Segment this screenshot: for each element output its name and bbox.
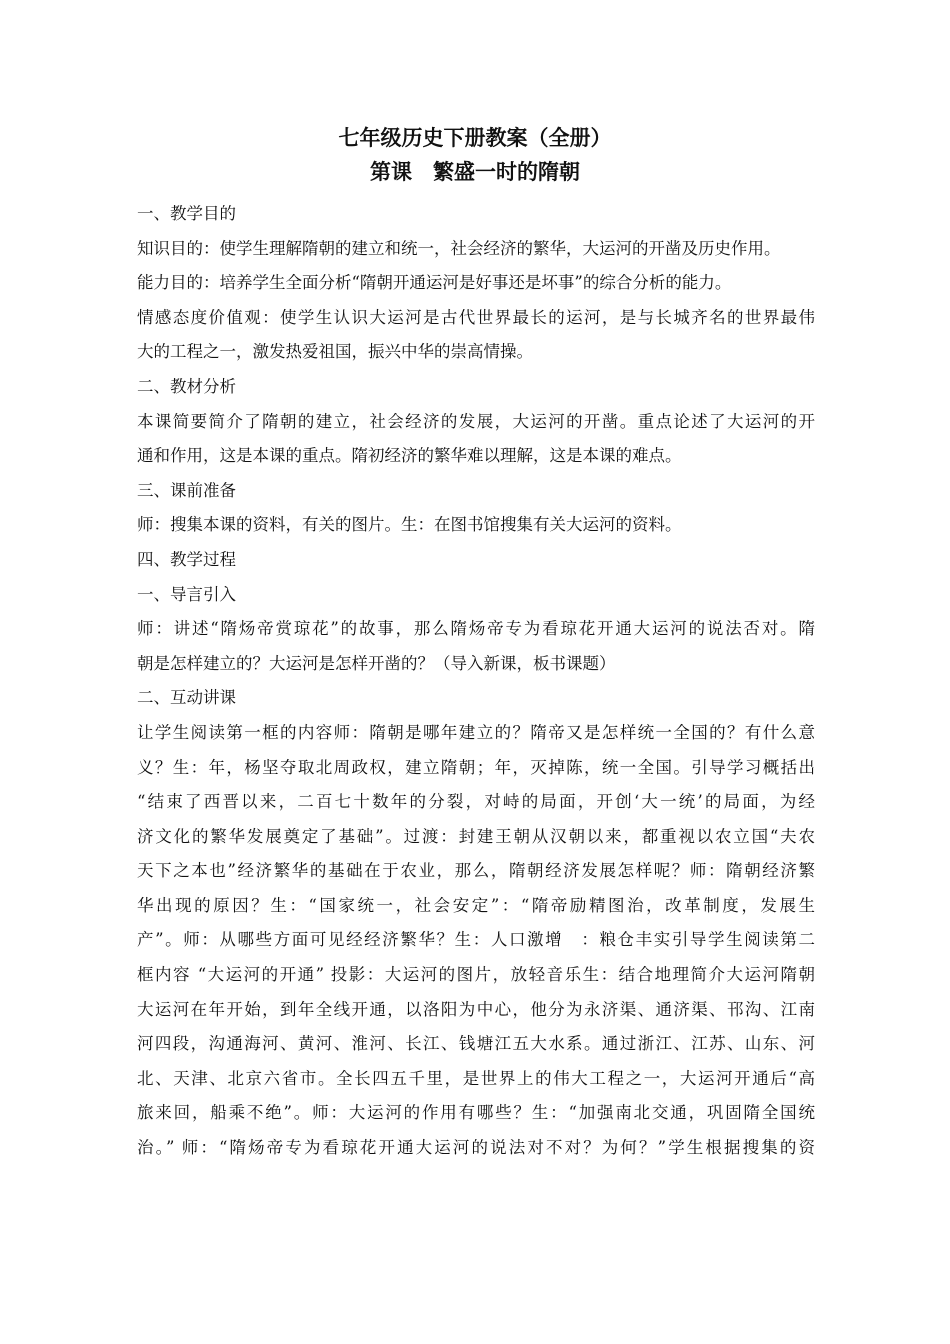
text-line: 二、互动讲课 bbox=[137, 688, 236, 708]
text-line: 北、天津、北京六省市。全长四五千里，是世界上的伟大工程之一，大运河开通后“高 bbox=[137, 1068, 815, 1088]
text-line: 师：讲述“隋炀帝赏琼花”的故事，那么隋炀帝专为看琼花开通大运河的说法否对。隋 bbox=[137, 619, 815, 639]
text-line: 产”。师：从哪些方面可见经经济繁华？生：人口激增 ：粮仓丰实引导学生阅读第二 bbox=[137, 930, 815, 950]
text-line: 河四段，沟通海河、黄河、淮河、长江、钱塘江五大水系。通过浙江、江苏、山东、河 bbox=[137, 1034, 815, 1054]
text-line: 三、课前准备 bbox=[137, 480, 236, 500]
text-line: 一、导言引入 bbox=[137, 584, 236, 604]
text-line: 大运河在年开始，到年全线开通，以洛阳为中心，他分为永济渠、通济渠、邗沟、江南 bbox=[137, 999, 815, 1019]
text-line: 让学生阅读第一框的内容师：隋朝是哪年建立的？隋帝又是怎样统一全国的？有什么意 bbox=[137, 722, 815, 742]
text-line: 二、教材分析 bbox=[137, 376, 236, 396]
text-line: 济文化的繁华发展奠定了基础”。过渡：封建王朝从汉朝以来，都重视以农立国“夫农 bbox=[137, 826, 815, 846]
text-line: 四、教学过程 bbox=[137, 549, 236, 569]
text-line: 治。” 师：“隋炀帝专为看琼花开通大运河的说法对不对？为何？”学生根据搜集的资 bbox=[137, 1138, 815, 1158]
text-line: 本课简要简介了隋朝的建立，社会经济的发展，大运河的开凿。重点论述了大运河的开 bbox=[137, 411, 815, 431]
document-body bbox=[137, 197, 815, 1166]
text-line: 情感态度价值观：使学生认识大运河是古代世界最长的运河，是与长城齐名的世界最伟 bbox=[137, 307, 815, 327]
text-line: 一、教学目的 bbox=[137, 204, 236, 223]
text-line: 框内容 “大运河的开通” 投影：大运河的图片，放轻音乐生：结合地理简介大运河隋朝 bbox=[137, 965, 815, 985]
text-line: 天下之本也”经济繁华的基础在于农业，那么，隋朝经济发展怎样呢？师：隋朝经济繁 bbox=[137, 861, 815, 881]
text-line: 旅来回，船乘不绝”。师：大运河的作用有哪些？生：“加强南北交通，巩固隋全国统 bbox=[137, 1103, 815, 1123]
text-line: 师：搜集本课的资料，有关的图片。生：在图书馆搜集有关大运河的资料。 bbox=[137, 515, 682, 535]
text-line: 能力目的：培养学生全面分析“隋朝开通运河是好事还是坏事”的综合分析的能力。 bbox=[137, 273, 732, 293]
text-line: “结束了西晋以来，二百七十数年的分裂，对峙的局面，开创‘大一统’的局面，为经 bbox=[137, 792, 815, 812]
text-line: 大的工程之一，激发热爱祖国，振兴中华的崇高情操。 bbox=[137, 342, 533, 362]
text-line: 通和作用，这是本课的重点。隋初经济的繁华难以理解，这是本课的难点。 bbox=[137, 446, 682, 466]
text-line: 华出现的原因？生：“国家统一，社会安定”：“隋帝励精图治，改革制度，发展生 bbox=[137, 895, 815, 915]
text-line: 义？生：年，杨坚夺取北周政权，建立隋朝；年，灭掉陈，统一全国。引导学习概括出 bbox=[137, 757, 815, 777]
lesson-title: 第课 繁盛一时的隋朝 bbox=[370, 159, 580, 184]
text-line: 知识目的：使学生理解隋朝的建立和统一，社会经济的繁华，大运河的开凿及历史作用。 bbox=[137, 238, 781, 258]
text-line: 朝是怎样建立的？大运河是怎样开凿的？（导入新课，板书课题） bbox=[137, 653, 616, 673]
document-title: 七年级历史下册教案（全册） bbox=[338, 125, 612, 150]
